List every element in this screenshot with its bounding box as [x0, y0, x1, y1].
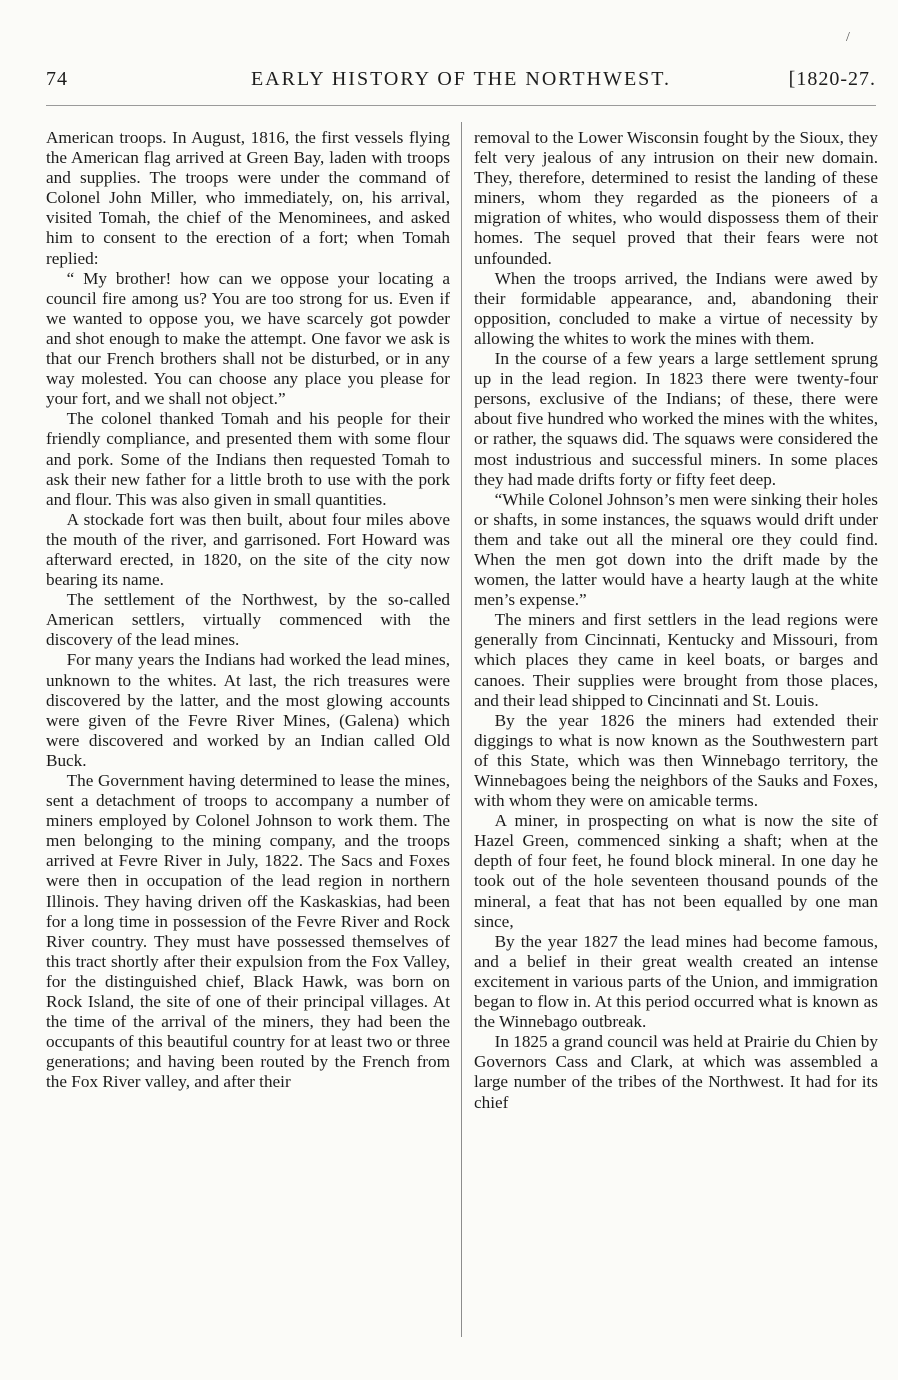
header-rule: [46, 105, 876, 106]
paragraph: “While Colonel Johnson’s men were sinking their holes or shafts, in some instances, the squaws would drift under them and take out all the mineral ore they could find. When the men got down into the drift made by the women, the latter would have a hearty laugh at the white men’s expense.”: [474, 489, 878, 610]
paragraph: The Government having determined to lease the mines, sent a detachment of troops to accompany a number of miners employed by Colonel Johnson to work them. The men belonging to the mining company, and the troops arrived at Fevre River in July, 1822. The Sacs and Foxes were then in occupation of the lead region in northern Illinois. They having driven off the Kaskaskias, had been for a long time in possession of the Fevre River and Rock River country. They must have possessed themselves of this tract shortly after their expulsion from the Fox Valley, for the distinguished chief, Black Hawk, was born on Rock Island, the site of one of their principal villages. At the time of the arrival of the miners, they had been the occupants of this beautiful country for at least two or three generations; and having been routed by the French from the Fox River valley, and after their: [46, 771, 450, 1092]
right-column: [474, 128, 878, 1113]
paragraph: A stockade fort was then built, about four miles above the mouth of the river, and garrisoned. Fort Howard was afterward erected, in 1820, on the site of the city now bearing its name.: [46, 509, 450, 590]
paragraph: In 1825 a grand council was held at Prairie du Chien by Governors Cass and Clark, at which was assembled a large number of the tribes of the Northwest. It had for its chief: [474, 1032, 878, 1112]
paragraph: American troops. In August, 1816, the first vessels flying the American flag arrived at Green Bay, laden with troops and supplies. The troops were under the command of Colonel John Miller, who immediately, on, his arrival, visited Tomah, the chief of the Menominees, and asked him to consent to the erection of a fort; when Tomah replied:: [46, 128, 450, 268]
corner-mark: /: [846, 30, 850, 45]
page-header: [46, 68, 876, 100]
page-number: 74: [46, 68, 68, 90]
date-range: [1820-27.: [788, 68, 876, 90]
paragraph: “ My brother! how can we oppose your locating a council fire among us? You are too strong for us. Even if we wanted to oppose you, we have scarcely got powder and shot enough to make the attempt. One favor we ask is that our French brothers shall not be disturbed, or in any way molested. You can choose any place you please for your fort, and we shall not object.”: [46, 268, 450, 409]
paragraph: In the course of a few years a large settlement sprung up in the lead region. In 1823 there were twenty-four persons, exclusive of the Indians; of these, there were about five hundred who worked the mines with the whites, or rather, the squaws did. The squaws were considered the most industrious and successful miners. In some places they had made drifts forty or fifty feet deep.: [474, 349, 878, 489]
paragraph: When the troops arrived, the Indians were awed by their formidable appearance, and, abandoning their opposition, concluded to make a virtue of necessity by allowing the whites to work the mines with them.: [474, 268, 878, 348]
paragraph: The settlement of the Northwest, by the so-called American settlers, virtually commenced with the discovery of the lead mines.: [46, 590, 450, 650]
paragraph: By the year 1827 the lead mines had become famous, and a belief in their great wealth created an intense excitement in various parts of the Union, and immigration began to flow in. At this period occurred what is known as the Winnebago outbreak.: [474, 931, 878, 1032]
paragraph: removal to the Lower Wisconsin fought by the Sioux, they felt very jealous of any intrusion on their new domain. They, therefore, determined to resist the landing of these miners, whom they regarded as the pioneers of a migration of whites, who would dispossess them of their homes. The sequel proved that their fears were not unfounded.: [474, 128, 878, 268]
column-divider: [461, 122, 462, 1337]
paragraph: The miners and first settlers in the lead regions were generally from Cincinnati, Kentucky and Missouri, from which places they came in keel boats, or barges and canoes. Their supplies were brought from those places, and their lead shipped to Cincinnati and St. Louis.: [474, 610, 878, 710]
paragraph: By the year 1826 the miners had extended their diggings to what is now known as the Southwestern part of this State, which was then Winnebago territory, the Winnebagoes being the neighbors of the Sauks and Foxes, with whom they were on amicable terms.: [474, 710, 878, 811]
running-title: EARLY HISTORY OF THE NORTHWEST.: [250, 68, 672, 90]
paragraph: The colonel thanked Tomah and his people for their friendly compliance, and presented them with some flour and pork. Some of the Indians then requested Tomah to ask their new father for a little broth to use with the pork and flour. This was also given in small quantities.: [46, 409, 450, 509]
paragraph: A miner, in prospecting on what is now the site of Hazel Green, commenced sinking a shaft; when at the depth of four feet, he found block mineral. In one day he took out of the hole seventeen thousand pounds of the mineral, a feat that has not been equalled by one man since,: [474, 811, 878, 931]
paragraph: For many years the Indians had worked the lead mines, unknown to the whites. At last, the rich treasures were discovered by the latter, and the most glowing accounts were given of the Fevre River Mines, (Galena) which were discovered and worked by an Indian called Old Buck.: [46, 650, 450, 770]
left-column: [46, 128, 450, 1093]
